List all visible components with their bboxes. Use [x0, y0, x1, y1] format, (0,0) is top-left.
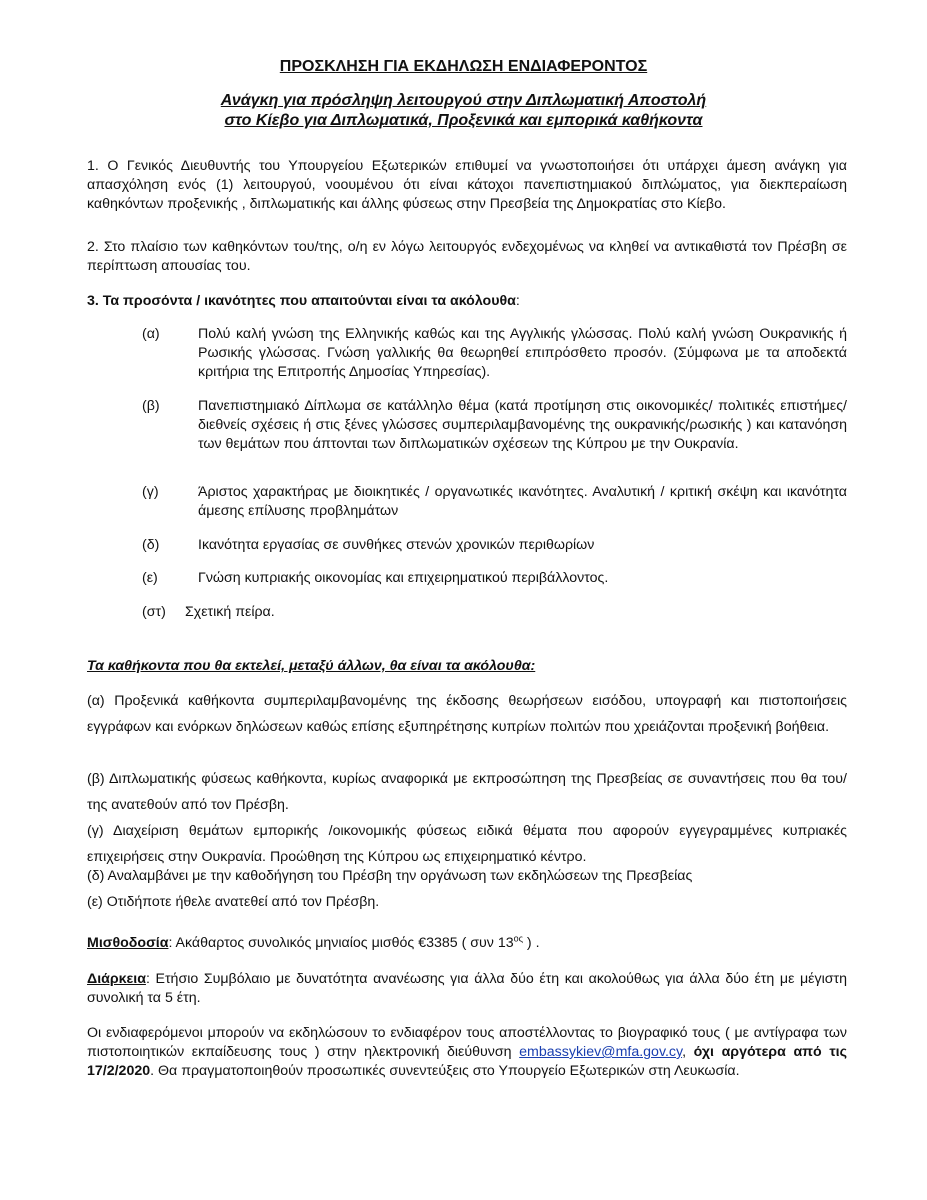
salary-label: Μισθοδοσία — [87, 935, 169, 951]
qualifications-heading-text: 3. Τα προσόντα / ικανότητες που απαιτούνται είναι τα ακόλουθα — [87, 293, 516, 309]
closing-deadline: όχι αργότερα από τις 17/2/2020 — [87, 1044, 847, 1079]
duty-item: (γ) Διαχείριση θεμάτων εμπορικής /οικονομικής φύσεως ειδικά θέματα που αφορούν εγγεγραμμένες κυπριακές επιχειρήσεις στην Ουκρανία. Προώθηση της Κύπρου ως επιχειρηματικό κέντρο. — [87, 823, 847, 865]
closing-paragraph — [87, 1024, 847, 1081]
duties-heading: Τα καθήκοντα που θα εκτελεί, μεταξύ άλλων, θα είναι τα ακόλουθα: — [87, 658, 536, 674]
paragraph-1: 1. Ο Γενικός Διευθυντής του Υπουργείου Εξωτερικών επιθυμεί να γνωστοποιήσει ότι υπάρχει άμεση ανάγκη για απασχόληση ενός (1) λειτουργού, νοουμένου ότι είναι κάτοχοι πανεπιστημιακού διπλώματος, για διεκπεραίωση καθηκόντων προξενικής , διπλωματικής και άλλης φύσεως στην Πρεσβεία της Δημοκρατίας στο Κίεβο. — [87, 158, 847, 212]
qualification-text: Πολύ καλή γνώση της Ελληνικής καθώς και της Αγγλικής γλώσσας. Πολύ καλή γνώση Ουκρανικής ή Ρωσικής γλώσσας. Γνώση γαλλικής θα θεωρηθεί επιπρόσθετο προσόν. (Σύμφωνα με τα αποδεκτά κριτήρια της Επιτροπής Δημοσίας Υπηρεσίας). — [198, 326, 847, 380]
paragraph-2: 2. Στο πλαίσιο των καθηκόντων του/της, ο/η εν λόγω λειτουργός ενδεχομένως να κληθεί να αντικαθιστά τον Πρέσβη σε περίπτωση απουσίας του. — [87, 239, 847, 274]
duty-item: (ε) Οτιδήποτε ήθελε ανατεθεί από τον Πρέσβη. — [87, 894, 380, 910]
qualification-marker: (β) — [142, 398, 160, 414]
closing-text-2: . Θα πραγματοποιηθούν προσωπικές συνεντεύξεις στο Υπουργείο Εξωτερικών στη Λευκωσία. — [150, 1063, 740, 1079]
qualification-text: Σχετική πείρα. — [185, 604, 275, 620]
salary-text: : Ακάθαρτος συνολικός μηνιαίος μισθός €3385 ( συν 13 — [168, 935, 514, 951]
qualification-text: Πανεπιστημιακό Δίπλωμα σε κατάλληλο θέμα (κατά προτίμηση στις οικονομικές/ πολιτικές επιστήμες/ διεθνείς σχέσεις ή στις ξένες γλώσσες συμπεριλαμβανομένης της ουκρανικής/ρωσικής ) και κατανόηση των θεμάτων που άπτονται των διπλωματικών σχέσεων της Κύπρου με την Ουκρανία. — [198, 398, 847, 452]
qualifications-heading-colon: : — [515, 293, 520, 309]
email-link[interactable]: embassykiev@mfa.gov.cy — [519, 1044, 683, 1060]
duty-item: (α) Προξενικά καθήκοντα συμπεριλαμβανομένης της έκδοσης θεωρήσεων εισόδου, υπογραφή και πιστοποιήσεις εγγράφων και ενόρκων δηλώσεων καθώς επίσης εξυπηρέτησης κυπρίων πολιτών που χρειάζονται προξενική βοήθεια. — [87, 693, 847, 735]
duration-label: Διάρκεια — [87, 971, 146, 987]
salary-line — [87, 934, 847, 953]
duty-item: (δ) Αναλαμβάνει με την καθοδήγηση του Πρέσβη την οργάνωση των εκδηλώσεων της Πρεσβείας — [87, 868, 693, 884]
document-title: ΠΡΟΣΚΛΗΣΗ ΓΙΑ ΕΚΔΗΛΩΣΗ ΕΝΔΙΑΦΕΡΟΝΤΟΣ — [279, 58, 648, 75]
closing-comma: , — [682, 1044, 694, 1060]
qualification-marker: (δ) — [142, 537, 160, 553]
qualification-marker: (γ) — [142, 484, 159, 500]
duration-text: : Ετήσιο Συμβόλαιο με δυνατότητα ανανέωσης για άλλα δύο έτη και ακολούθως για άλλα δύο έτη με μέγιστη συνολική τα 5 έτη. — [87, 971, 847, 1006]
closing-text-1: Οι ενδιαφερόμενοι μπορούν να εκδηλώσουν το ενδιαφέρον τους αποστέλλοντας το βιογραφικό τους ( με αντίγραφα των πιστοποιητικών εκπαίδευσης τους ) στην ηλεκτρονική διεύθυνση — [87, 1025, 847, 1060]
duty-item: (β) Διπλωματικής φύσεως καθήκοντα, κυρίως αναφορικά με εκπροσώπηση της Πρεσβείας σε συναντήσεις που θα του/ της ανατεθούν από τον Πρέσβη. — [87, 771, 847, 813]
qualification-marker: (στ) — [142, 604, 166, 620]
qualification-text: Ικανότητα εργασίας σε συνθήκες στενών χρονικών περιθωρίων — [198, 537, 595, 553]
qualification-marker: (α) — [142, 326, 160, 342]
qualifications-heading — [87, 292, 847, 311]
document-subtitle-line2: στο Κίεβο για Διπλωματικά, Προξενικά και εμπορικά καθήκοντα — [224, 112, 703, 129]
qualification-text: Άριστος χαρακτήρας με διοικητικές / οργανωτικές ικανότητες. Αναλυτική / κριτική σκέψη και ικανότητα άμεσης επίλυσης προβλημάτων — [198, 484, 847, 519]
qualification-marker: (ε) — [142, 570, 158, 586]
salary-end: ) . — [526, 935, 540, 951]
document-subtitle-line1: Ανάγκη για πρόσληψη λειτουργού στην Διπλωματική Αποστολή — [220, 92, 707, 109]
salary-sup: ος — [513, 933, 523, 944]
qualification-text: Γνώση κυπριακής οικονομίας και επιχειρηματικού περιβάλλοντος. — [198, 570, 609, 586]
duration-paragraph — [87, 970, 847, 1008]
